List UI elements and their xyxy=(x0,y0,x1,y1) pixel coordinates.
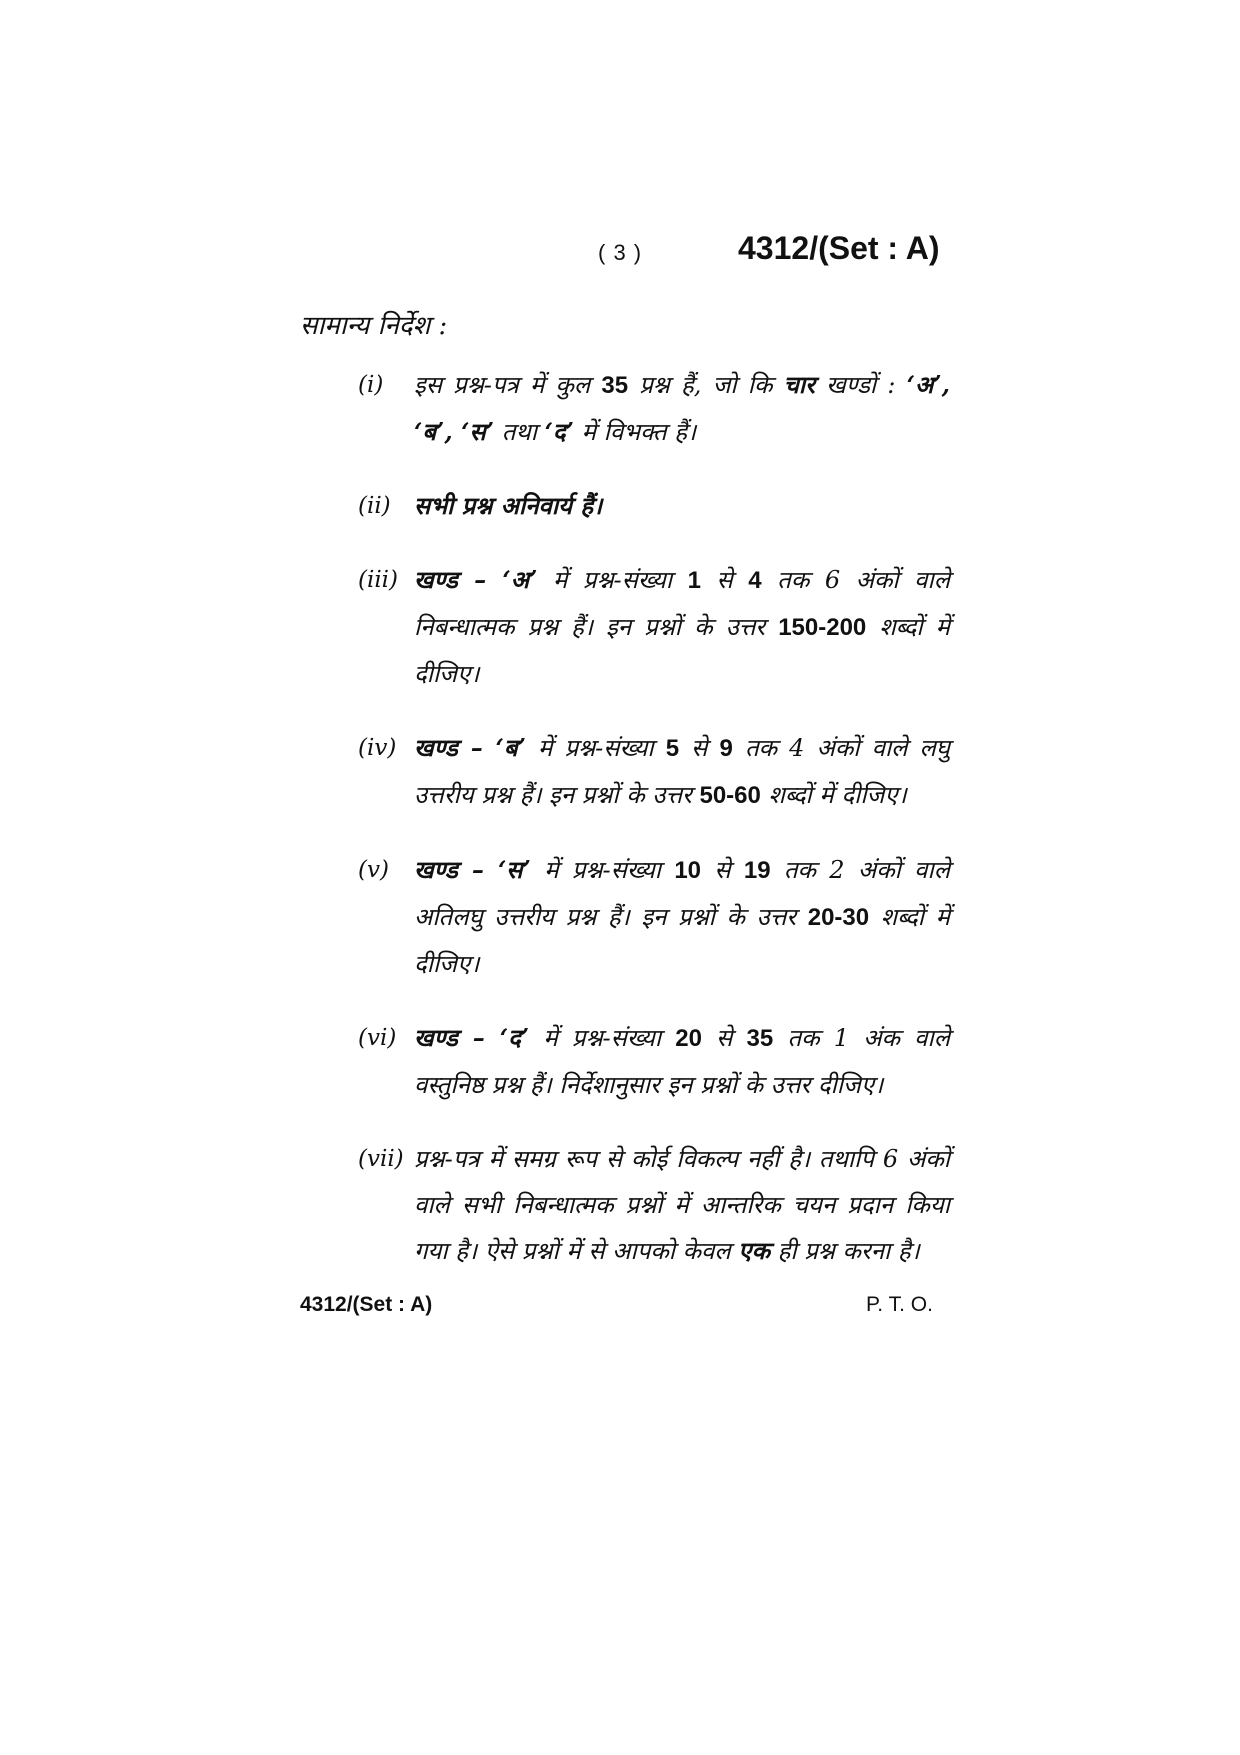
instruction-text xyxy=(414,362,950,455)
emphasized-text: सभी प्रश्न अनिवार्य हैं। xyxy=(414,491,603,520)
set-code-header: 4312/(Set : A) xyxy=(738,230,940,266)
instruction-text-segment: शब्दों में दीजिए। xyxy=(414,613,951,688)
instruction-number: (iv) xyxy=(358,735,397,761)
instruction-item xyxy=(358,725,950,819)
instruction-text-segment: में प्रश्न-संख्या xyxy=(537,566,688,594)
emphasized-text: 1 xyxy=(687,567,701,594)
emphasized-text: एक xyxy=(738,1236,771,1265)
instruction-number: (v) xyxy=(358,857,389,883)
instruction-text-segment: ही प्रश्न करना है। xyxy=(770,1237,920,1265)
emphasized-text: 20 xyxy=(675,1025,702,1052)
emphasized-text: खण्ड – ‘अ’ xyxy=(414,565,538,594)
emphasized-text: चार xyxy=(783,370,815,399)
emphasized-text: 5 xyxy=(665,735,680,762)
instruction-text xyxy=(414,1136,950,1274)
instruction-text-segment: में प्रश्न-संख्या xyxy=(530,856,675,884)
instruction-text-segment: में विभक्त हैं। xyxy=(574,418,697,446)
instruction-number: (i) xyxy=(358,372,384,398)
instruction-text-segment: से xyxy=(701,856,744,884)
page-number: ( 3 ) xyxy=(598,240,643,265)
emphasized-text: खण्ड – ‘द’ xyxy=(414,1023,530,1052)
emphasized-text: 50-60 xyxy=(699,782,761,809)
instruction-text xyxy=(414,557,950,697)
please-turn-over: P. T. O. xyxy=(866,1293,933,1316)
instruction-text-segment: प्रश्न-पत्र में समग्र रूप से कोई विकल्प नहीं है। तथापि 6 अंकों वाले सभी निबन्धात्मक प्रश्नों में आन्तरिक चयन प्रदान किया गया है। ऐसे प्रश्नों में से आपको केवल xyxy=(414,1145,950,1265)
instruction-text-segment: से xyxy=(700,566,749,594)
instruction-item xyxy=(358,1015,950,1108)
instruction-text-segment: शब्दों में दीजिए। xyxy=(760,781,907,809)
instruction-text-segment: से xyxy=(701,1024,747,1052)
instruction-text-segment: तक 4 अंकों वाले लघु उत्तरीय प्रश्न हैं। इन प्रश्नों के उत्तर xyxy=(414,734,950,809)
instruction-item xyxy=(358,483,950,529)
instruction-text-segment: तथा xyxy=(494,418,545,446)
instruction-list xyxy=(358,362,950,1302)
instruction-number: (vi) xyxy=(358,1025,397,1051)
emphasized-text: खण्ड – ‘ब’ xyxy=(414,733,526,762)
emphasized-text: 9 xyxy=(719,735,733,762)
instruction-text-segment: इस प्रश्न-पत्र में कुल xyxy=(414,371,602,399)
instruction-text-segment: तक 1 अंक वाले वस्तुनिष्ठ प्रश्न हैं। निर्देशानुसार इन प्रश्नों के उत्तर दीजिए। xyxy=(414,1024,950,1099)
instruction-text-segment: तक 6 अंकों वाले निबन्धात्मक प्रश्न हैं। इन प्रश्नों के उत्तर xyxy=(414,566,950,641)
instruction-text-segment: में प्रश्न-संख्या xyxy=(529,1024,676,1052)
instruction-item xyxy=(358,847,950,987)
instruction-item xyxy=(358,557,950,697)
emphasized-text: 10 xyxy=(674,857,702,884)
instruction-item xyxy=(358,1136,950,1274)
emphasized-text: 35 xyxy=(746,1025,774,1052)
emphasized-text: खण्ड – ‘स’ xyxy=(414,855,531,884)
instruction-text-segment: खण्डों : xyxy=(814,371,907,399)
emphasized-text: 20-30 xyxy=(807,904,870,931)
emphasized-text: 35 xyxy=(601,372,629,399)
instruction-number: (iii) xyxy=(358,567,399,593)
emphasized-text: 19 xyxy=(743,857,771,884)
instruction-text-segment: से xyxy=(679,734,720,762)
instruction-text-segment: शब्दों में दीजिए। xyxy=(414,903,950,978)
emphasized-text: 150-200 xyxy=(778,614,867,641)
instruction-text xyxy=(414,847,950,987)
instruction-number: (ii) xyxy=(358,493,391,519)
emphasized-text: 4 xyxy=(748,567,762,594)
emphasized-text: ‘द’ xyxy=(544,417,575,446)
set-code-footer: 4312/(Set : A) xyxy=(300,1293,433,1316)
instruction-text-segment: प्रश्न हैं, जो कि xyxy=(628,371,784,399)
instruction-item xyxy=(358,362,950,455)
instruction-text-segment: तक 2 अंकों वाले अतिलघु उत्तरीय प्रश्न हैं। इन प्रश्नों के उत्तर xyxy=(414,856,950,931)
general-instructions-heading: सामान्य निर्देश : xyxy=(300,311,448,341)
instruction-text xyxy=(414,483,950,529)
instruction-text xyxy=(414,1015,950,1108)
instruction-number: (vii) xyxy=(358,1146,404,1172)
instruction-text xyxy=(414,725,950,819)
instruction-text-segment: में प्रश्न-संख्या xyxy=(525,734,666,762)
emphasized-text: ‘अ’, ‘ब’, ‘स’ xyxy=(414,370,950,446)
